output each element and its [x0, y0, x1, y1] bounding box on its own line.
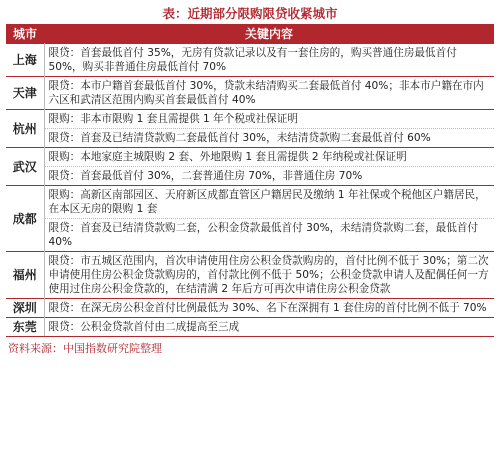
table-row [6, 252, 494, 299]
policy-content-cell: 限购：本地家庭主城限购 2 套、外地限购 1 套且需提供 2 年纳税或社保证明 [44, 148, 494, 167]
city-cell: 上海 [6, 44, 44, 77]
table-header-row [6, 24, 494, 44]
city-cell: 武汉 [6, 148, 44, 186]
table-row [6, 219, 494, 252]
policy-content-cell: 限购：非本市限购 1 套且需提供 1 年个税或社保证明 [44, 110, 494, 129]
table-body [6, 44, 494, 337]
city-cell: 成都 [6, 186, 44, 252]
table-row [6, 186, 494, 219]
policy-content-cell: 限贷：在深无房公积金首付比例最低为 30%、名下在深拥有 1 套住房的首付比例不低于 70% [44, 299, 494, 318]
header-content: 关键内容 [44, 24, 494, 44]
policy-content-cell: 限贷：首套及已结清贷款购二套最低首付 30%，未结清贷款购二套最低首付 60% [44, 129, 494, 148]
table-row [6, 110, 494, 129]
city-cell: 杭州 [6, 110, 44, 148]
city-cell: 东莞 [6, 318, 44, 337]
table-row [6, 299, 494, 318]
table-title: 表：近期部分限购限贷收紧城市 [162, 6, 338, 21]
policy-content-cell: 限购：高新区南部园区、天府新区成都直管区户籍居民及缴纳 1 年社保或个税他区户籍居民，在本区无房的限购 1 套 [44, 186, 494, 219]
table-row [6, 167, 494, 186]
policy-content-cell: 限贷：公积金贷款首付由二成提高至三成 [44, 318, 494, 337]
table-row [6, 44, 494, 77]
policy-content-cell: 限贷：本市户籍首套最低首付 30%，贷款未结清购买二套最低首付 40%；非本市户籍在市内六区和武清区范围内购买首套最低首付 40% [44, 77, 494, 110]
table-row [6, 129, 494, 148]
source-note: 资料来源：中国指数研究院整理 [8, 342, 162, 355]
header-city: 城市 [6, 24, 44, 44]
city-cell: 福州 [6, 252, 44, 299]
policy-content-cell: 限贷：首套及已结清贷款购二套，公积金贷款最低首付 30%，未结清贷款购二套，最低首付 40% [44, 219, 494, 252]
policy-content-cell: 限贷：首套最低首付 30%，二套普通住房 70%，非普通住房 70% [44, 167, 494, 186]
table-row [6, 148, 494, 167]
policy-content-cell: 限贷：市五城区范围内，首次申请使用住房公积金贷款购房的，首付比例不低于 30%；第二次申请使用住房公积金贷款购房的，首付款比例不低于 50%；公积金贷款申请人及配偶任何一方使用过住房公积金贷款的，在结清满 2 年后方可再次申请住房公积金贷款 [44, 252, 494, 299]
policy-table [6, 24, 494, 337]
table-row [6, 77, 494, 110]
city-cell: 天津 [6, 77, 44, 110]
city-cell: 深圳 [6, 299, 44, 318]
table-row [6, 318, 494, 337]
policy-content-cell: 限贷：首套最低首付 35%，无房有贷款记录以及有一套住房的，购买普通住房最低首付 50%，购买非普通住房最低首付 70% [44, 44, 494, 77]
